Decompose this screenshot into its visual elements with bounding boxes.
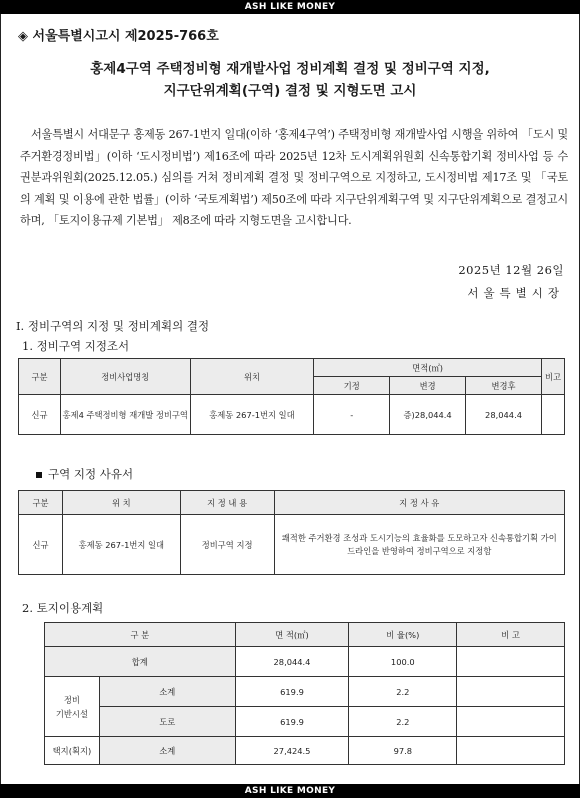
header-note: 비 고 xyxy=(457,623,565,647)
header-type: 구분 xyxy=(19,359,61,395)
cell-infra-subtotal-ratio: 2.2 xyxy=(349,677,457,707)
cell-change: 증)28,044.4 xyxy=(390,395,466,435)
cell-housing-subtotal-label: 소계 xyxy=(99,737,235,765)
cell-infra-subtotal-area: 619.9 xyxy=(235,677,349,707)
notice-date: 2025년 12월 26일 xyxy=(458,263,564,277)
header-location: 위 치 xyxy=(62,491,180,515)
cell-road-area: 619.9 xyxy=(235,707,349,737)
table-row-total xyxy=(45,647,565,677)
bottom-banner: ASH LIKE MONEY xyxy=(0,784,580,798)
cell-existing: - xyxy=(314,395,390,435)
cell-content: 정비구역 지정 xyxy=(180,515,274,575)
bullet-icon xyxy=(36,472,42,478)
section-heading: Ⅰ. 정비구역의 지정 및 정비계획의 결정 xyxy=(16,319,210,333)
header-reason: 지 정 사 유 xyxy=(274,491,564,515)
cell-total-note xyxy=(457,647,565,677)
cell-infra-subtotal-label: 소계 xyxy=(99,677,235,707)
notice-body-text: 서울특별시 서대문구 홍제동 267-1번지 일대(이하 ‘홍제4구역’) 주택정비형 재개발사업 시행을 위하여 「도시 및 주거환경정비법」(이하 ‘도시정비법’) 제16조에 따라 2025년 12차 도시계획위원회 신속통합기획 정비사업 등 수권분과위원회(2025.12.05.) 심의를 거쳐 정비계획 결정 및 정비구역으로 지정하고, 도시정비법 제17조 및 「국토의 계획 및 이용에 관한 법률」(이하 ‘국토계획법’) 제50조에 따라 지구단위계획구역 및 지구단위계획으로 결정고시하며, 「토지이용규제 기본법」 제8조에 따라 지형도면을 고시합니다. xyxy=(20,128,568,227)
notice-body xyxy=(20,124,568,232)
cell-total-label: 합계 xyxy=(45,647,236,677)
designation-table xyxy=(18,358,565,435)
notice-number: ◈ 서울특별시고시 제2025-766호 xyxy=(18,29,219,44)
page-title-line1: 홍제4구역 주택정비형 재개발사업 정비계획 결정 및 정비구역 지정, xyxy=(90,61,490,77)
header-content: 지 정 내 용 xyxy=(180,491,274,515)
cell-road-note xyxy=(457,707,565,737)
header-area: 면적(㎡) xyxy=(314,359,542,377)
top-banner: ASH LIKE MONEY xyxy=(0,0,580,14)
cell-type: 신규 xyxy=(19,395,61,435)
table-row-housing xyxy=(45,737,565,765)
cell-housing-note xyxy=(457,737,565,765)
header-after: 변경후 xyxy=(466,377,542,395)
cell-after: 28,044.4 xyxy=(466,395,542,435)
table-row xyxy=(19,515,565,575)
table-row-infra-subtotal xyxy=(45,677,565,707)
cell-infra-subtotal-note xyxy=(457,677,565,707)
header-change: 변경 xyxy=(390,377,466,395)
table-row-road xyxy=(45,707,565,737)
header-existing: 기정 xyxy=(314,377,390,395)
header-ratio: 비 율(%) xyxy=(349,623,457,647)
cell-total-area: 28,044.4 xyxy=(235,647,349,677)
cell-road-label: 도로 xyxy=(99,707,235,737)
header-type: 구분 xyxy=(19,491,63,515)
land-use-table xyxy=(44,622,565,765)
cell-location: 홍제동 267-1번지 일대 xyxy=(62,515,180,575)
header-area: 면 적(㎡) xyxy=(235,623,349,647)
header-note: 비고 xyxy=(541,359,564,395)
cell-location: 홍제동 267-1번지 일대 xyxy=(190,395,314,435)
subsection-heading-3: 2. 토지이용계획 xyxy=(22,601,104,615)
table-row xyxy=(19,395,565,435)
header-type: 구 분 xyxy=(45,623,236,647)
cell-road-ratio: 2.2 xyxy=(349,707,457,737)
subsection-heading-2 xyxy=(36,466,133,482)
cell-housing-label: 택지(획지) xyxy=(45,737,100,765)
cell-infra-label: 정비 기반시설 xyxy=(45,677,100,737)
header-name: 정비사업명칭 xyxy=(60,359,190,395)
cell-note xyxy=(541,395,564,435)
subsection-heading-2-text: 구역 지정 사유서 xyxy=(48,467,134,481)
cell-type: 신규 xyxy=(19,515,63,575)
cell-housing-area: 27,424.5 xyxy=(235,737,349,765)
header-location: 위치 xyxy=(190,359,314,395)
cell-reason: 쾌적한 주거환경 조성과 도시기능의 효율화를 도모하고자 신속통합기획 가이드라인을 반영하여 정비구역으로 지정함 xyxy=(274,515,564,575)
reason-table xyxy=(18,490,565,575)
cell-total-ratio: 100.0 xyxy=(349,647,457,677)
cell-name: 홍제4 주택정비형 재개발 정비구역 xyxy=(60,395,190,435)
issuer: 서울특별시장 xyxy=(467,286,564,300)
subsection-heading-1: 1. 정비구역 지정조서 xyxy=(22,339,130,353)
page-title-line2: 지구단위계획(구역) 결정 및 지형도면 고시 xyxy=(163,83,417,99)
cell-housing-ratio: 97.8 xyxy=(349,737,457,765)
